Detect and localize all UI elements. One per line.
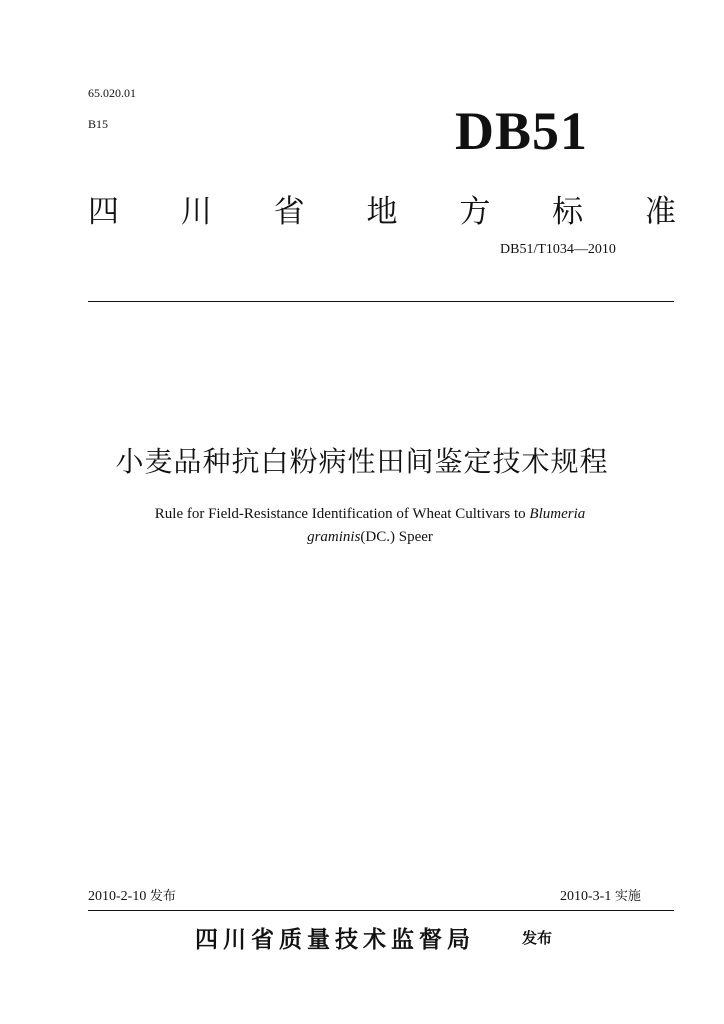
standard-type-char: 方 bbox=[459, 194, 491, 230]
title-english-italic: graminis bbox=[307, 529, 361, 545]
implement-date-value: 2010-3-1 bbox=[560, 889, 612, 904]
issuing-authority-suffix: 发布 bbox=[522, 929, 553, 947]
standard-type-char: 省 bbox=[273, 194, 305, 230]
standard-type-heading bbox=[88, 186, 676, 231]
ccs-code: B15 bbox=[88, 117, 109, 131]
document-title-chinese: 小麦品种抗白粉病性田间鉴定技术规程 bbox=[115, 445, 609, 478]
standard-number: DB51/T1034—2010 bbox=[500, 242, 616, 257]
implement-date bbox=[560, 885, 641, 905]
footer-divider bbox=[88, 910, 674, 911]
header-divider bbox=[88, 301, 674, 302]
standard-prefix-logo: DB51 bbox=[455, 101, 589, 161]
standard-type-char: 四 bbox=[88, 194, 119, 230]
issue-label: 发布 bbox=[149, 889, 176, 904]
standard-type-char: 准 bbox=[644, 194, 676, 230]
title-english-text: (DC.) Speer bbox=[360, 529, 433, 545]
standard-type-char: 地 bbox=[366, 194, 398, 230]
issuing-authority: 四川省质量技术监督局 bbox=[195, 927, 475, 953]
issue-date-value: 2010-2-10 bbox=[88, 889, 147, 904]
document-title-english bbox=[110, 503, 630, 549]
standard-type-char: 川 bbox=[180, 194, 212, 230]
ics-code: 65.020.01 bbox=[88, 86, 136, 100]
issue-date bbox=[88, 885, 176, 905]
standard-type-char: 标 bbox=[552, 194, 584, 230]
title-english-text: Rule for Field-Resistance Identification of Wheat Cultivars to bbox=[154, 506, 530, 522]
implement-label: 实施 bbox=[614, 889, 641, 904]
title-english-italic: Blumeria bbox=[529, 506, 586, 522]
